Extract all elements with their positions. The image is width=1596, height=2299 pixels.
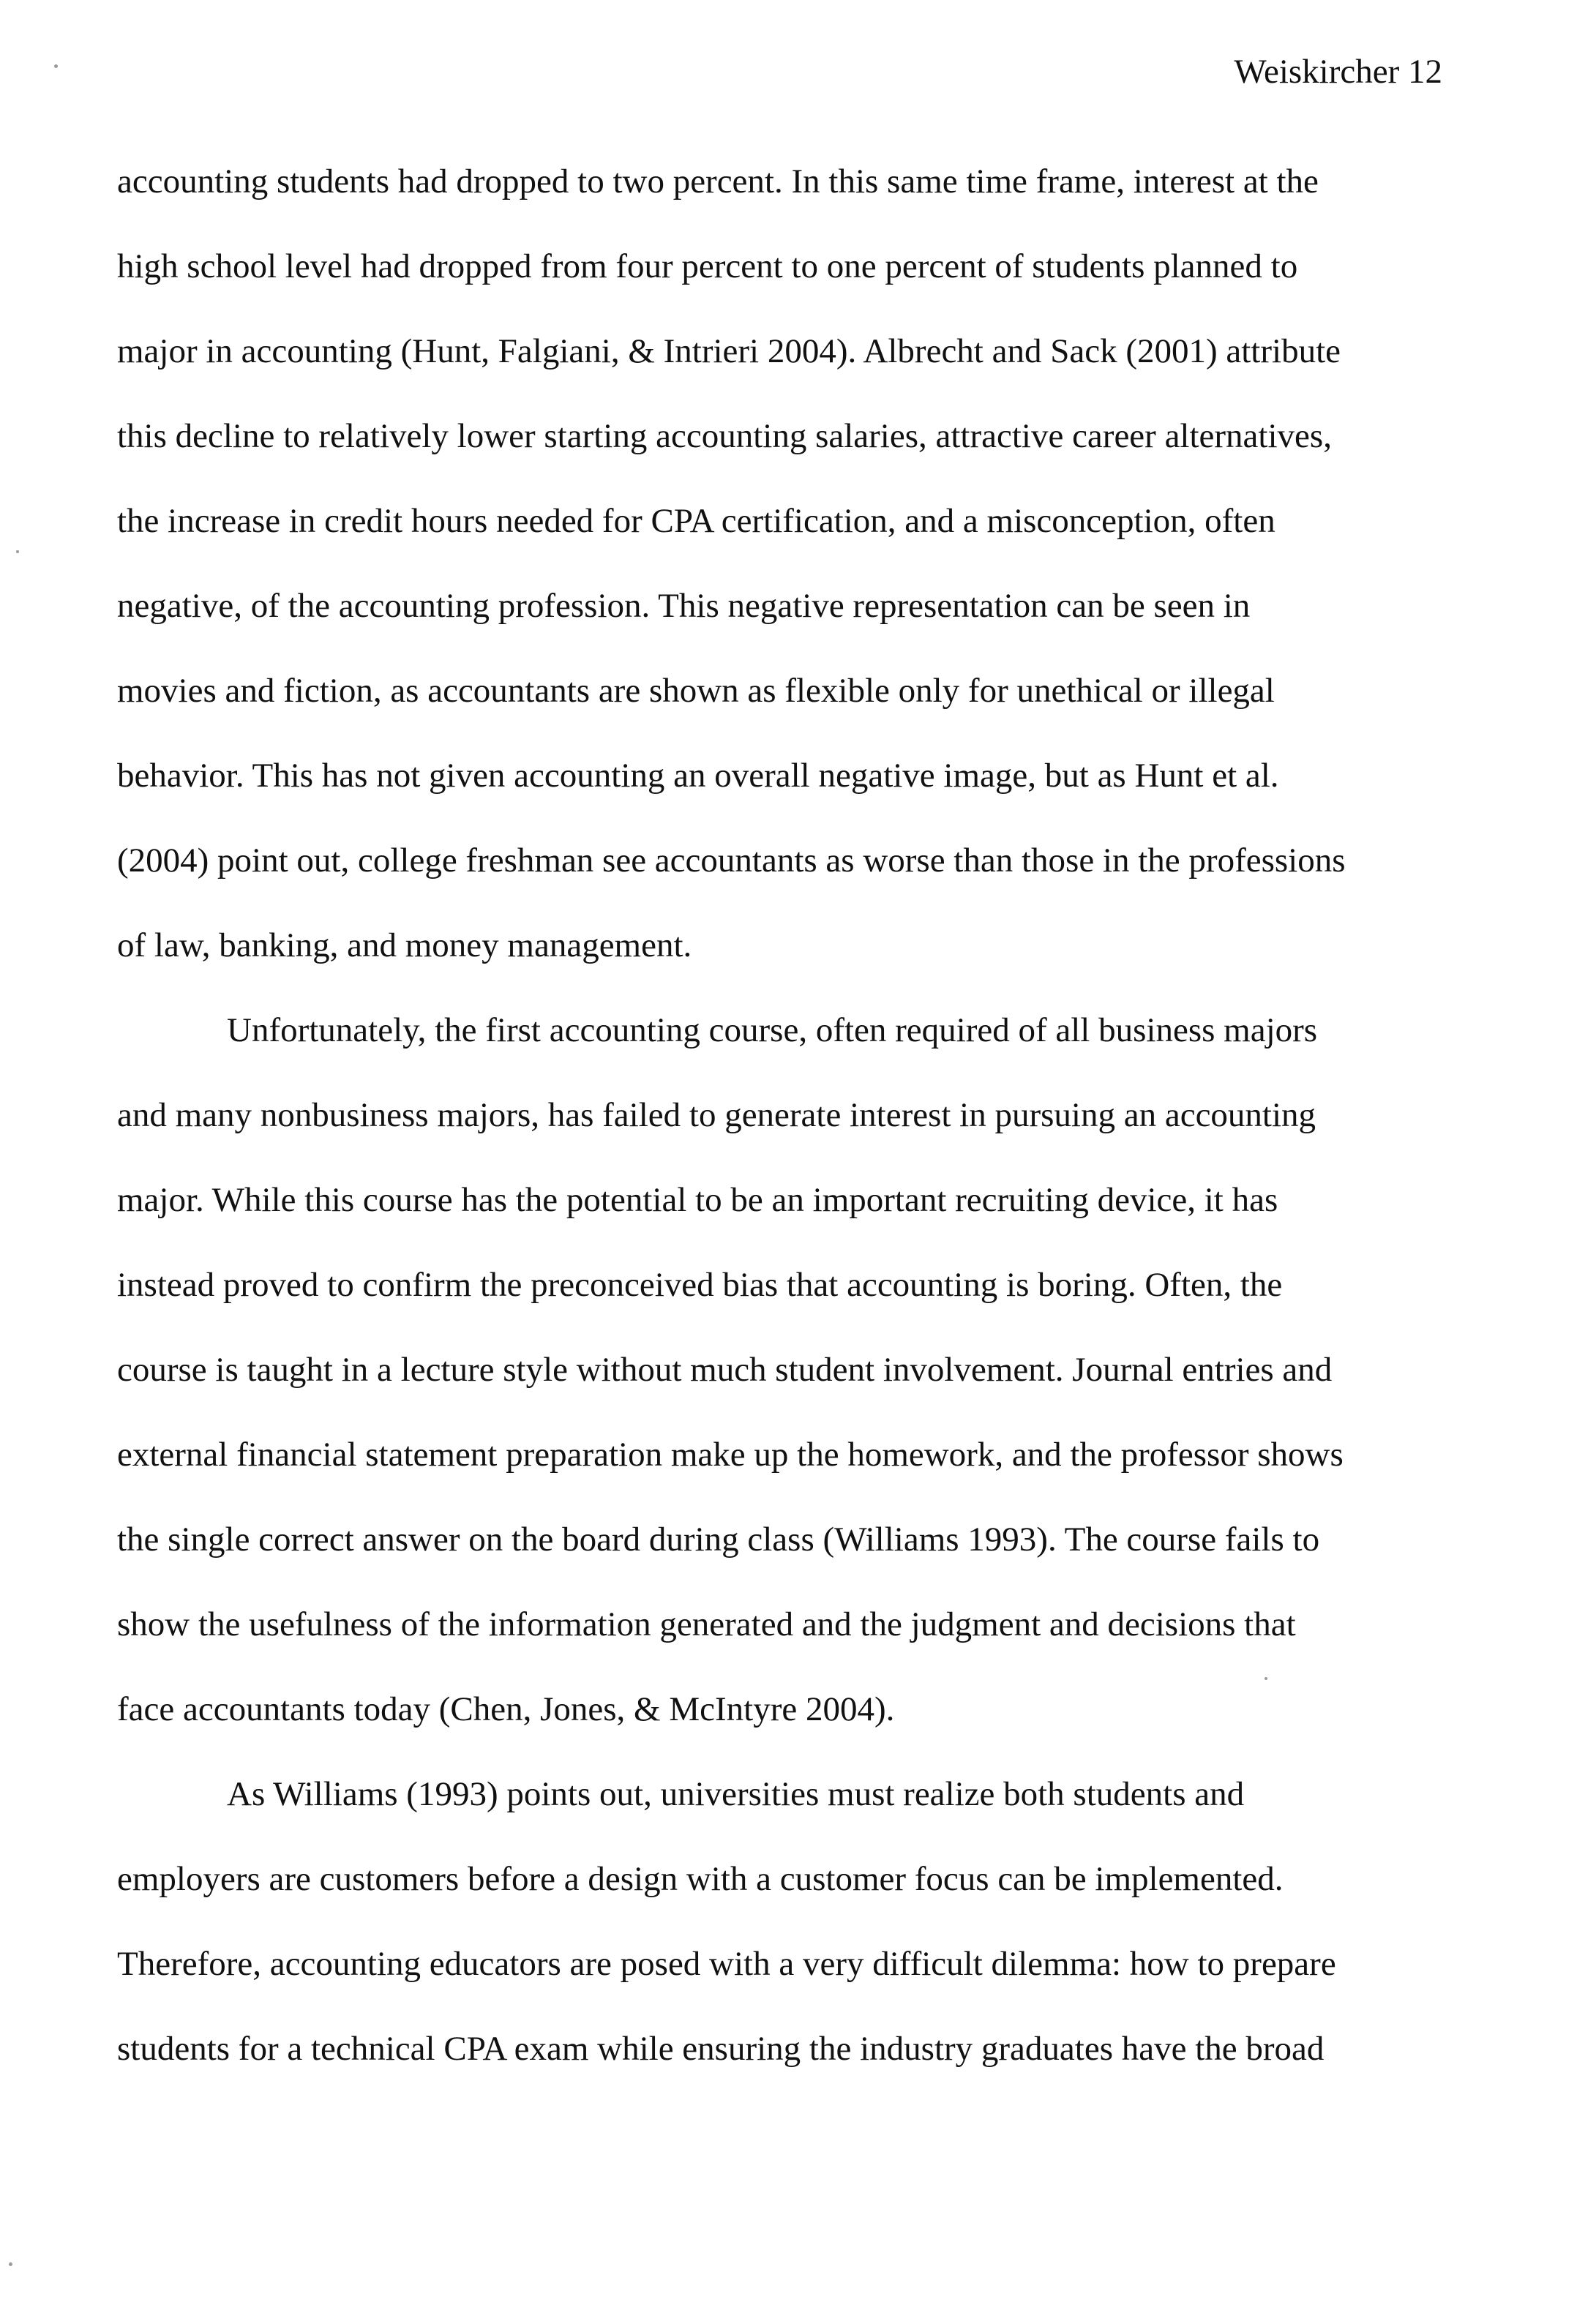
text-line: external financial statement preparation make up the homework, and the professor shows: [117, 1436, 1344, 1474]
running-head: Weiskircher 12: [1234, 53, 1442, 91]
scan-speck: [9, 2262, 12, 2266]
paragraph-start-line: Unfortunately, the first accounting course, often required of all business majors: [227, 1011, 1318, 1049]
text-line: (2004) point out, college freshman see accountants as worse than those in the professions: [117, 841, 1346, 880]
text-line: high school level had dropped from four percent to one percent of students planned to: [117, 247, 1298, 285]
text-line: major. While this course has the potential to be an important recruiting device, it has: [117, 1181, 1278, 1219]
text-line: instead proved to confirm the preconceived bias that accounting is boring. Often, the: [117, 1266, 1283, 1304]
text-line: Therefore, accounting educators are posed with a very difficult dilemma: how to prepare: [117, 1945, 1336, 1983]
text-line: and many nonbusiness majors, has failed to generate interest in pursuing an accounting: [117, 1096, 1316, 1134]
text-line: behavior. This has not given accounting an overall negative image, but as Hunt et al.: [117, 757, 1279, 795]
text-line: of law, banking, and money management.: [117, 926, 692, 964]
text-line: the single correct answer on the board during class (Williams 1993). The course fails to: [117, 1520, 1320, 1559]
scan-speck: [16, 550, 19, 553]
scan-speck: [54, 64, 58, 68]
text-line: students for a technical CPA exam while ensuring the industry graduates have the broad: [117, 2030, 1325, 2068]
text-line: the increase in credit hours needed for CPA certification, and a misconception, often: [117, 502, 1275, 540]
scan-speck: [1265, 1677, 1267, 1680]
text-line: accounting students had dropped to two percent. In this same time frame, interest at the: [117, 162, 1319, 200]
text-line: show the usefulness of the information generated and the judgment and decisions that: [117, 1605, 1296, 1643]
paragraph-start-line: As Williams (1993) points out, universities must realize both students and: [227, 1775, 1245, 1813]
text-line: major in accounting (Hunt, Falgiani, & Intrieri 2004). Albrecht and Sack (2001) attribute: [117, 332, 1341, 370]
text-line: movies and fiction, as accountants are shown as flexible only for unethical or illegal: [117, 672, 1275, 710]
body-text: [117, 155, 1507, 2107]
text-line: negative, of the accounting profession. This negative representation can be seen in: [117, 587, 1251, 625]
text-line: course is taught in a lecture style without much student involvement. Journal entries and: [117, 1351, 1333, 1389]
text-line: employers are customers before a design with a customer focus can be implemented.: [117, 1860, 1284, 1898]
text-line: face accountants today (Chen, Jones, & McIntyre 2004).: [117, 1690, 895, 1728]
text-line: this decline to relatively lower starting accounting salaries, attractive career alternatives,: [117, 417, 1332, 455]
